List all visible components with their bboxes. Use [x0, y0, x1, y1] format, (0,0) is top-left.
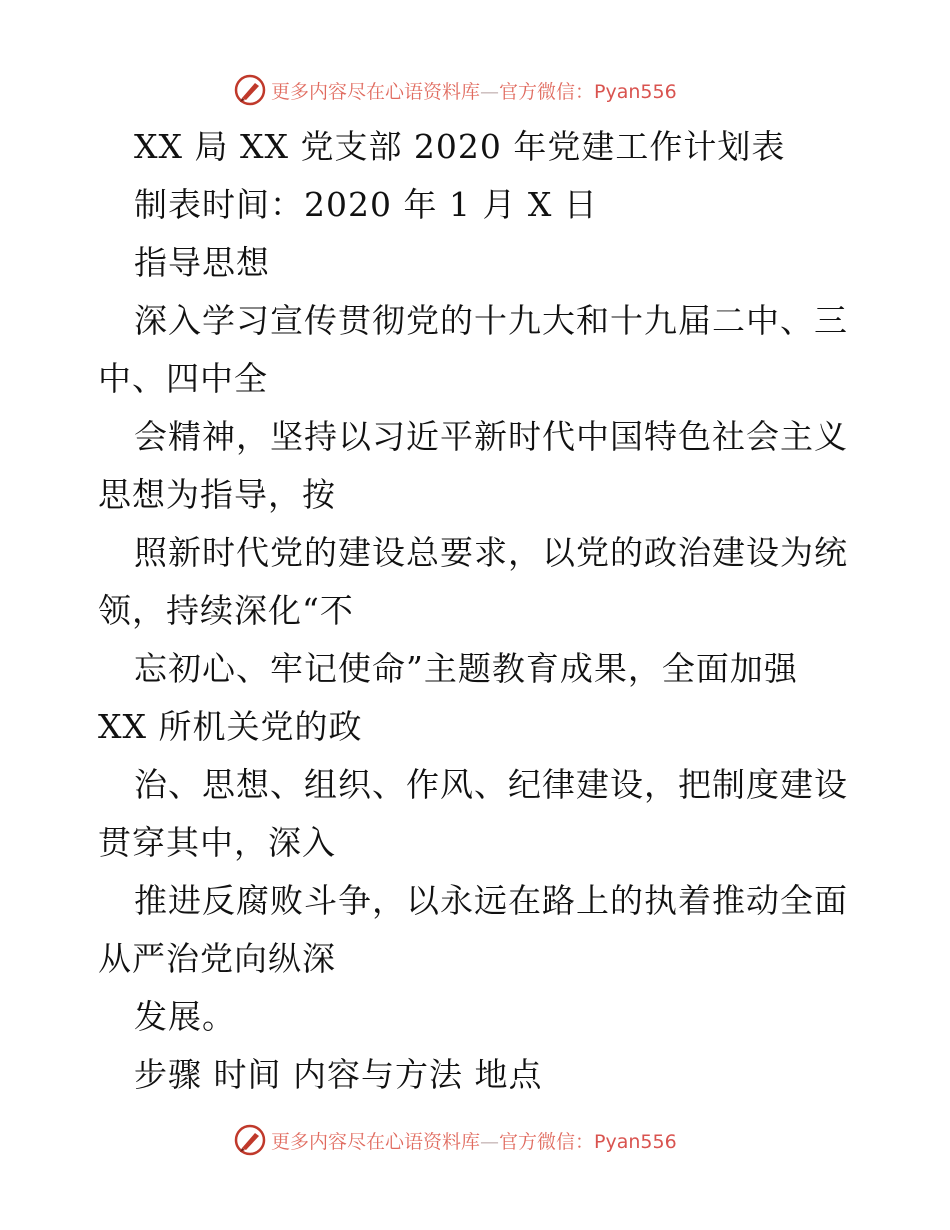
paragraph-line: XX 所机关党的政	[98, 707, 363, 746]
paragraph-line: 照新时代党的建设总要求，以党的政治建设为统	[134, 533, 848, 572]
paragraph-line: 忘初心、牢记使命”主题教育成果，全面加强	[134, 649, 798, 688]
watermark-text	[271, 1127, 677, 1154]
watermark-dash: —	[480, 1130, 500, 1153]
paragraph-line: 思想为指导，按	[98, 475, 336, 514]
watermark-official: 官方微信：	[499, 80, 595, 103]
paragraph-line: 推进反腐败斗争，以永远在路上的执着推动全面	[134, 881, 848, 920]
paragraph-line: 领，持续深化“不	[98, 591, 354, 630]
paragraph-line: 发展。	[134, 997, 236, 1036]
watermark-cn: 更多内容尽在心语资料库	[271, 1130, 481, 1153]
watermark-dash: —	[480, 80, 500, 103]
watermark-official: 官方微信：	[499, 1130, 595, 1153]
document-title: XX 局 XX 党支部 2020 年党建工作计划表	[134, 127, 786, 166]
paragraph-line: 中、四中全	[98, 359, 268, 398]
paragraph-line: 从严治党向纵深	[98, 939, 336, 978]
section-heading: 指导思想	[134, 243, 270, 282]
pen-logo-icon	[233, 1123, 267, 1157]
watermark-footer	[233, 1120, 677, 1160]
date-line: 制表时间：2020 年 1 月 X 日	[134, 185, 598, 224]
paragraph-line: 贯穿其中，深入	[98, 823, 336, 862]
watermark-wechat-id: Pyan556	[594, 1130, 677, 1153]
watermark-cn: 更多内容尽在心语资料库	[271, 80, 481, 103]
paragraph-line: 会精神，坚持以习近平新时代中国特色社会主义	[134, 417, 848, 456]
paragraph-line: 治、思想、组织、作风、纪律建设，把制度建设	[134, 765, 848, 804]
paragraph-line: 深入学习宣传贯彻党的十九大和十九届二中、三	[134, 301, 848, 340]
table-header-row: 步骤 时间 内容与方法 地点	[134, 1055, 543, 1094]
watermark-wechat-id: Pyan556	[594, 80, 677, 103]
